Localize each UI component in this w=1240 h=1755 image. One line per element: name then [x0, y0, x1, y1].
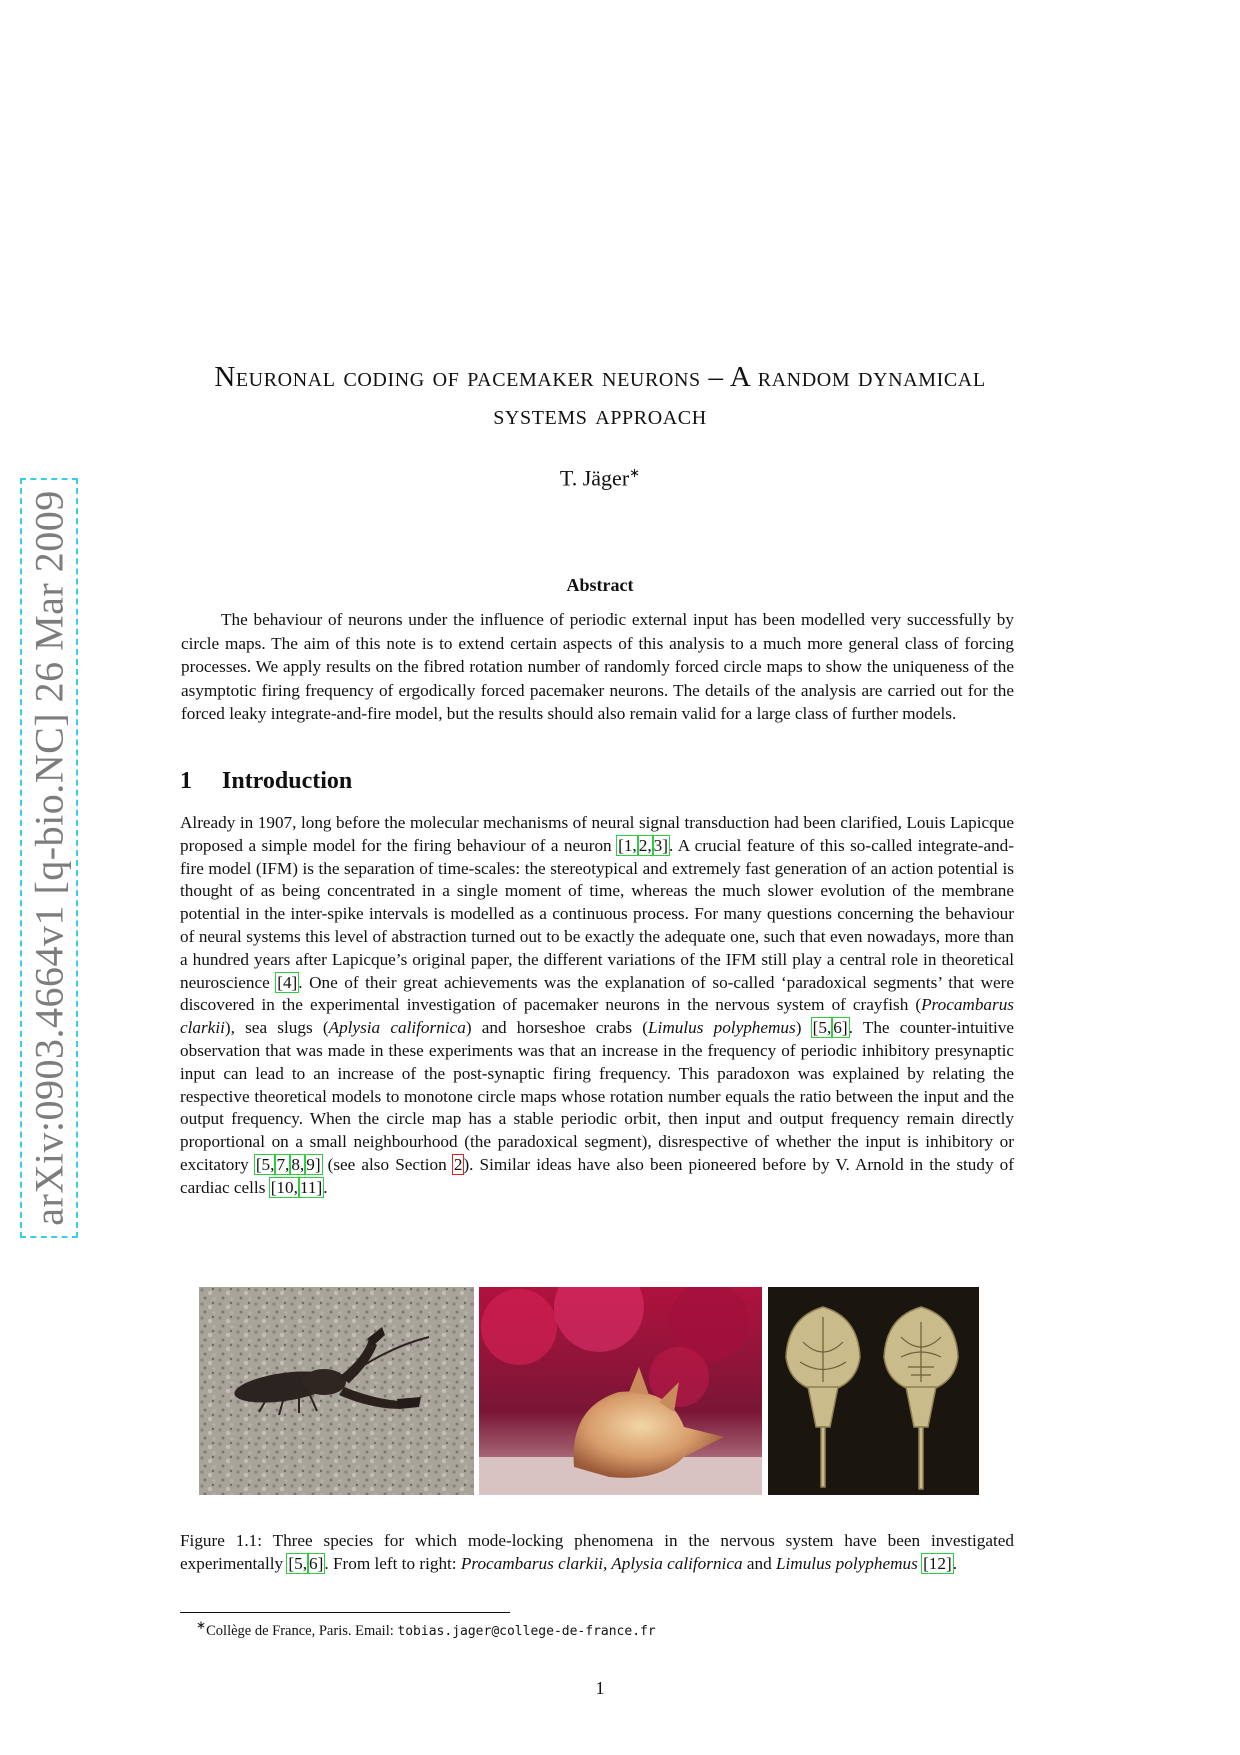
- text-run: Already in 1907, long before the molecular mechanisms of neural signal transduction had been clarified, Louis Lapicque proposed a simple model for the firing behaviour of a neuron: [180, 813, 1014, 855]
- page-number: 1: [595, 1678, 605, 1698]
- citation-link[interactable]: 7,: [276, 1154, 290, 1174]
- citation-link[interactable]: [5,: [812, 1018, 832, 1038]
- species-name: Procambarus clarkii, Aplysia californica: [460, 1553, 743, 1573]
- citation-link[interactable]: [10,: [270, 1177, 298, 1197]
- horseshoe-crab-drawing: [768, 1287, 979, 1495]
- text-run: Figure 1.1: Three species for which mode-locking phenomena in the nervous system have been investigated experimentally: [180, 1531, 1014, 1573]
- section-reference-link[interactable]: 2: [453, 1154, 463, 1174]
- introduction-paragraph: [180, 812, 1014, 1200]
- citation-link[interactable]: 6]: [833, 1018, 848, 1038]
- section-heading-introduction: [180, 768, 1020, 795]
- text-run: ): [795, 1018, 812, 1038]
- text-run: .: [952, 1553, 957, 1573]
- paper-title: Neuronal coding of pacemaker neurons – A random dynamical systems approach: [214, 361, 986, 431]
- crayfish-illustration: [199, 1287, 474, 1495]
- citation-link[interactable]: [4]: [277, 972, 298, 992]
- crayfish-photo: [199, 1287, 474, 1495]
- footnote-divider: [180, 1612, 510, 1613]
- sea-slug-photo: [479, 1287, 762, 1495]
- species-name: Limulus polyphemus: [775, 1553, 918, 1573]
- abstract-text: The behaviour of neurons under the influence of periodic external input has been modelled very successfully by circle maps. The aim of this note is to extend certain aspects of this analysis to a much more general class of forcing processes. We apply results on the fibred rotation number of randomly forced circle maps to show the uniqueness of the asymptotic firing frequency of ergodically forced pacemaker neurons. The details of the analysis are carried out for the forced leaky integrate-and-fire model, but the results should also remain valid for a large class of further models.: [181, 610, 1014, 723]
- citation-link[interactable]: [5,: [255, 1154, 275, 1174]
- text-run: . One of their great achievements was the explanation of so-called ‘paradoxical segments’ that were discovered in the experimental investigation of pacemaker neurons in the nervous system of crayfish (: [180, 972, 1014, 1015]
- text-run: and: [742, 1553, 776, 1573]
- text-run: ), sea slugs (: [224, 1018, 329, 1038]
- text-run: ). Similar ideas have also been pioneered before by V. Arnold in the study of cardiac cells: [180, 1154, 1014, 1197]
- species-name: Procambarus clarkii: [180, 995, 1014, 1038]
- horseshoe-crab-illustration: [768, 1287, 979, 1495]
- footnote: [196, 1618, 1016, 1640]
- section-number: 1: [180, 768, 192, 794]
- citation-link[interactable]: 9]: [306, 1154, 321, 1174]
- author-name: T. Jäger: [559, 465, 630, 491]
- citation-link[interactable]: 3]: [653, 835, 668, 855]
- sea-slug-illustration: [479, 1287, 762, 1495]
- citation-link[interactable]: 11]: [299, 1177, 323, 1197]
- abstract-heading: Abstract: [566, 575, 634, 595]
- citation-link[interactable]: 8,: [291, 1154, 305, 1174]
- author-footnote-mark[interactable]: ∗: [629, 465, 641, 480]
- text-run: . From left to right:: [324, 1553, 461, 1573]
- arxiv-stamp[interactable]: [20, 478, 78, 1238]
- arxiv-identifier[interactable]: arXiv:0903.4664v1 [q-bio.NC] 26 Mar 2009: [26, 490, 72, 1226]
- citation-link[interactable]: 2,: [638, 835, 652, 855]
- figure-caption: [180, 1530, 1014, 1576]
- citation-link[interactable]: [12]: [923, 1553, 952, 1573]
- author-line: [180, 465, 1020, 491]
- text-run: .: [323, 1177, 328, 1197]
- author-email[interactable]: tobias.jager@college-de-france.fr: [397, 1623, 656, 1639]
- text-run: . A crucial feature of this so-called integrate-and-fire model (IFM) is the separation of time-scales: the stereotypical and extremely fast generation of an action potential is thought of as being concentrated in a single moment of time, whereas the much slower evolution of the membrane potential in the inter-spike intervals is modelled as a continuous process. For many questions concerning the behaviour of neural systems this level of abstraction turned out to be exactly the adequate one, such that even nowadays, more than a hundred years after Lapicque’s original paper, the different variations of the IFM still play a central role in theoretical neuroscience: [180, 835, 1014, 992]
- text-run: ) and horseshoe crabs (: [465, 1018, 648, 1038]
- species-name: Aplysia californica: [328, 1018, 466, 1038]
- citation-link[interactable]: [1,: [618, 835, 637, 855]
- citation-link[interactable]: [5,: [288, 1553, 308, 1573]
- section-title: Introduction: [222, 768, 353, 794]
- text-run: (see also Section: [321, 1154, 453, 1174]
- species-name: Limulus polyphemus: [647, 1018, 796, 1038]
- footnote-mark: ∗: [196, 1618, 207, 1632]
- footnote-text: Collège de France, Paris. Email:: [206, 1622, 398, 1639]
- citation-link[interactable]: 6]: [309, 1553, 324, 1573]
- text-run: . The counter-intuitive observation that was made in these experiments was that an increase in the frequency of periodic inhibitory presynaptic input can lead to an increase of the post-synaptic firing frequency. This paradoxon was explained by relating the respective theoretical models to monotone circle maps whose rotation number equals the ratio between the input and the output frequency. When the circle map has a stable periodic orbit, then input and output frequency remain directly proportional on a small neighbourhood (the paradoxical segment), disrespective of whether the input is inhibitory or excitatory: [180, 1018, 1014, 1174]
